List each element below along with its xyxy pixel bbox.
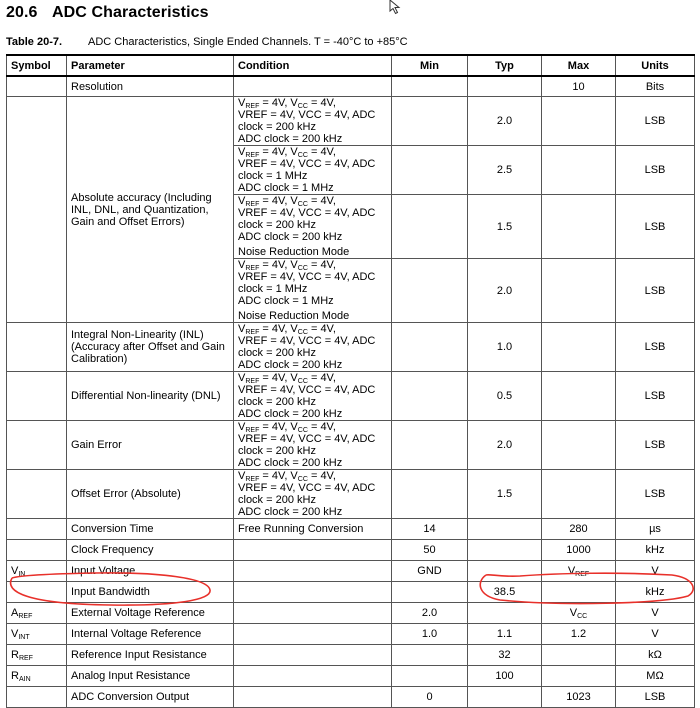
max-cell bbox=[542, 195, 616, 259]
symbol-cell bbox=[7, 582, 67, 603]
symbol-cell bbox=[7, 519, 67, 540]
max-cell bbox=[542, 259, 616, 323]
header-max: Max bbox=[542, 55, 616, 76]
table-row bbox=[7, 687, 695, 708]
table-caption bbox=[6, 36, 408, 48]
parameter-cell: Integral Non-Linearity (INL) (Accuracy after Offset and Gain Calibration) bbox=[67, 323, 234, 372]
max-cell: 280 bbox=[542, 519, 616, 540]
condition-mode: Noise Reduction Mode bbox=[238, 246, 350, 258]
parameter-cell: Differential Non-linearity (DNL) bbox=[67, 372, 234, 421]
condition-text: VREF = 4V, VCC = 4V, ADC clock = 200 kHz bbox=[238, 433, 376, 457]
parameter-cell: Clock Frequency bbox=[67, 540, 234, 561]
condition-cell: $V_{REF} = 4V$, $V_{CC} = 4V$, VREF = 4V, VCC = 4V, ADC clock = 1 MHz ADC clock = 1 MHz bbox=[234, 146, 392, 195]
symbol-cell bbox=[7, 687, 67, 708]
table-row bbox=[7, 372, 695, 421]
parameter-cell: Conversion Time bbox=[67, 519, 234, 540]
condition-text: VREF = 4V, VCC = 4V, ADC clock = 200 kHz bbox=[238, 109, 376, 133]
min-cell bbox=[392, 421, 468, 470]
units-cell: kΩ bbox=[616, 645, 695, 666]
condition-cell: Free Running Conversion bbox=[234, 519, 392, 540]
condition-text: VREF = 4V, VCC = 4V, ADC clock = 200 kHz bbox=[238, 335, 376, 359]
typ-cell bbox=[468, 519, 542, 540]
table-row bbox=[7, 666, 695, 687]
units-cell: LSB bbox=[616, 323, 695, 372]
symbol-cell: $R_{AIN}$ bbox=[7, 666, 67, 687]
units-cell: µs bbox=[616, 519, 695, 540]
units-cell: LSB bbox=[616, 470, 695, 519]
units-cell: MΩ bbox=[616, 666, 695, 687]
typ-cell: 32 bbox=[468, 645, 542, 666]
table-row bbox=[7, 76, 695, 97]
symbol-cell bbox=[7, 540, 67, 561]
max-cell: 1.2 bbox=[542, 624, 616, 645]
typ-cell bbox=[468, 603, 542, 624]
max-cell: 10 bbox=[542, 76, 616, 97]
table-row bbox=[7, 470, 695, 519]
section-number: 20.6 bbox=[6, 4, 38, 21]
parameter-cell: Reference Input Resistance bbox=[67, 645, 234, 666]
min-cell bbox=[392, 97, 468, 146]
min-cell bbox=[392, 76, 468, 97]
min-cell bbox=[392, 666, 468, 687]
max-cell bbox=[542, 421, 616, 470]
typ-cell: 2.0 bbox=[468, 97, 542, 146]
table-row bbox=[7, 519, 695, 540]
parameter-cell: Absolute accuracy (Including INL, DNL, and Quantization, Gain and Offset Errors) bbox=[67, 97, 234, 323]
table-caption-text: ADC Characteristics, Single Ended Channels. T = -40°C to +85°C bbox=[88, 36, 408, 48]
condition-cell bbox=[234, 540, 392, 561]
table-row bbox=[7, 540, 695, 561]
symbol-cell: $R_{REF}$ bbox=[7, 645, 67, 666]
typ-cell: 1.5 bbox=[468, 470, 542, 519]
table-row bbox=[7, 645, 695, 666]
symbol-cell: $V_{INT}$ bbox=[7, 624, 67, 645]
condition-mode: Noise Reduction Mode bbox=[238, 310, 350, 322]
parameter-cell: Input Bandwidth bbox=[67, 582, 234, 603]
section-heading: ADC Characteristics bbox=[52, 4, 209, 21]
max-cell bbox=[542, 323, 616, 372]
table-number: Table 20-7. bbox=[6, 36, 63, 48]
min-cell bbox=[392, 582, 468, 603]
condition-cell: $V_{REF} = 4V$, $V_{CC} = 4V$, VREF = 4V, VCC = 4V, ADC clock = 200 kHz ADC clock = 200 kHz bbox=[234, 372, 392, 421]
condition-cell bbox=[234, 76, 392, 97]
condition-cell: $V_{REF} = 4V$, $V_{CC} = 4V$, VREF = 4V, VCC = 4V, ADC clock = 200 kHz ADC clock = 200 kHz Noise Reduction Mode bbox=[234, 195, 392, 259]
max-cell: 1000 bbox=[542, 540, 616, 561]
header-min: Min bbox=[392, 55, 468, 76]
max-cell bbox=[542, 97, 616, 146]
units-cell: kHz bbox=[616, 582, 695, 603]
max-cell: $V_{REF}$ bbox=[542, 561, 616, 582]
units-cell: LSB bbox=[616, 195, 695, 259]
min-cell bbox=[392, 645, 468, 666]
typ-cell: 2.5 bbox=[468, 146, 542, 195]
max-cell: $V_{CC}$ bbox=[542, 603, 616, 624]
max-cell bbox=[542, 372, 616, 421]
typ-cell: 2.0 bbox=[468, 259, 542, 323]
min-cell bbox=[392, 323, 468, 372]
min-cell bbox=[392, 195, 468, 259]
units-cell: kHz bbox=[616, 540, 695, 561]
adc-characteristics-table bbox=[6, 54, 695, 708]
condition-cell bbox=[234, 561, 392, 582]
condition-cell bbox=[234, 582, 392, 603]
max-cell bbox=[542, 470, 616, 519]
typ-cell bbox=[468, 76, 542, 97]
condition-cell: $V_{REF} = 4V$, $V_{CC} = 4V$, VREF = 4V, VCC = 4V, ADC clock = 200 kHz ADC clock = 200 kHz bbox=[234, 421, 392, 470]
symbol-cell bbox=[7, 372, 67, 421]
max-cell bbox=[542, 666, 616, 687]
typ-cell: 0.5 bbox=[468, 372, 542, 421]
min-cell: 2.0 bbox=[392, 603, 468, 624]
typ-cell bbox=[468, 540, 542, 561]
table-row bbox=[7, 323, 695, 372]
symbol-cell bbox=[7, 323, 67, 372]
condition-cell bbox=[234, 687, 392, 708]
min-cell bbox=[392, 146, 468, 195]
condition-text: VREF = 4V, VCC = 4V, ADC clock = 200 kHz bbox=[238, 207, 376, 231]
units-cell: V bbox=[616, 624, 695, 645]
typ-cell bbox=[468, 687, 542, 708]
parameter-cell: Input Voltage bbox=[67, 561, 234, 582]
table-header-row bbox=[7, 55, 695, 76]
condition-text: VREF = 4V, VCC = 4V, ADC clock = 200 kHz bbox=[238, 482, 376, 506]
condition-cell bbox=[234, 666, 392, 687]
symbol-cell bbox=[7, 470, 67, 519]
condition-text: VREF = 4V, VCC = 4V, ADC clock = 1 MHz bbox=[238, 158, 376, 182]
units-cell: LSB bbox=[616, 687, 695, 708]
typ-cell: 1.5 bbox=[468, 195, 542, 259]
min-cell: 1.0 bbox=[392, 624, 468, 645]
units-cell: LSB bbox=[616, 372, 695, 421]
symbol-cell: $A_{REF}$ bbox=[7, 603, 67, 624]
units-cell: LSB bbox=[616, 259, 695, 323]
symbol-cell: $V_{IN}$ bbox=[7, 561, 67, 582]
parameter-cell: Offset Error (Absolute) bbox=[67, 470, 234, 519]
condition-cell bbox=[234, 645, 392, 666]
max-cell bbox=[542, 146, 616, 195]
condition-cell bbox=[234, 603, 392, 624]
table-row bbox=[7, 603, 695, 624]
mouse-cursor-icon bbox=[389, 0, 403, 15]
symbol-cell bbox=[7, 76, 67, 97]
max-cell bbox=[542, 645, 616, 666]
units-cell: LSB bbox=[616, 97, 695, 146]
condition-cell: $V_{REF} = 4V$, $V_{CC} = 4V$, VREF = 4V, VCC = 4V, ADC clock = 200 kHz ADC clock = 200 kHz bbox=[234, 470, 392, 519]
typ-cell: 100 bbox=[468, 666, 542, 687]
parameter-cell: Internal Voltage Reference bbox=[67, 624, 234, 645]
table-row bbox=[7, 421, 695, 470]
condition-text: VREF = 4V, VCC = 4V, ADC clock = 200 kHz bbox=[238, 384, 376, 408]
table-row bbox=[7, 561, 695, 582]
min-cell bbox=[392, 372, 468, 421]
condition-cell: $V_{REF} = 4V$, $V_{CC} = 4V$, VREF = 4V, VCC = 4V, ADC clock = 200 kHz ADC clock = 200 kHz bbox=[234, 97, 392, 146]
condition-text: VREF = 4V, VCC = 4V, ADC clock = 1 MHz bbox=[238, 271, 376, 295]
max-cell bbox=[542, 582, 616, 603]
units-cell: LSB bbox=[616, 146, 695, 195]
condition-cell: $V_{REF} = 4V$, $V_{CC} = 4V$, VREF = 4V, VCC = 4V, ADC clock = 1 MHz ADC clock = 1 MHz Noise Reduction Mode bbox=[234, 259, 392, 323]
min-cell: 50 bbox=[392, 540, 468, 561]
min-cell: GND bbox=[392, 561, 468, 582]
header-units: Units bbox=[616, 55, 695, 76]
header-condition: Condition bbox=[234, 55, 392, 76]
units-cell: V bbox=[616, 561, 695, 582]
header-parameter: Parameter bbox=[67, 55, 234, 76]
parameter-cell: Resolution bbox=[67, 76, 234, 97]
min-cell: 14 bbox=[392, 519, 468, 540]
units-cell: LSB bbox=[616, 421, 695, 470]
parameter-cell: Analog Input Resistance bbox=[67, 666, 234, 687]
table-row bbox=[7, 97, 695, 146]
units-cell: Bits bbox=[616, 76, 695, 97]
typ-cell: 38.5 bbox=[468, 582, 542, 603]
typ-cell: 2.0 bbox=[468, 421, 542, 470]
header-symbol: Symbol bbox=[7, 55, 67, 76]
parameter-cell: Gain Error bbox=[67, 421, 234, 470]
section-title bbox=[6, 4, 209, 22]
units-cell: V bbox=[616, 603, 695, 624]
typ-cell: 1.0 bbox=[468, 323, 542, 372]
table-row bbox=[7, 582, 695, 603]
table-row bbox=[7, 624, 695, 645]
parameter-cell: External Voltage Reference bbox=[67, 603, 234, 624]
min-cell bbox=[392, 259, 468, 323]
condition-cell bbox=[234, 624, 392, 645]
min-cell: 0 bbox=[392, 687, 468, 708]
symbol-cell bbox=[7, 97, 67, 323]
min-cell bbox=[392, 470, 468, 519]
symbol-cell bbox=[7, 421, 67, 470]
header-typ: Typ bbox=[468, 55, 542, 76]
max-cell: 1023 bbox=[542, 687, 616, 708]
typ-cell: 1.1 bbox=[468, 624, 542, 645]
condition-cell: $V_{REF} = 4V$, $V_{CC} = 4V$, VREF = 4V, VCC = 4V, ADC clock = 200 kHz ADC clock = 200 kHz bbox=[234, 323, 392, 372]
typ-cell bbox=[468, 561, 542, 582]
parameter-cell: ADC Conversion Output bbox=[67, 687, 234, 708]
